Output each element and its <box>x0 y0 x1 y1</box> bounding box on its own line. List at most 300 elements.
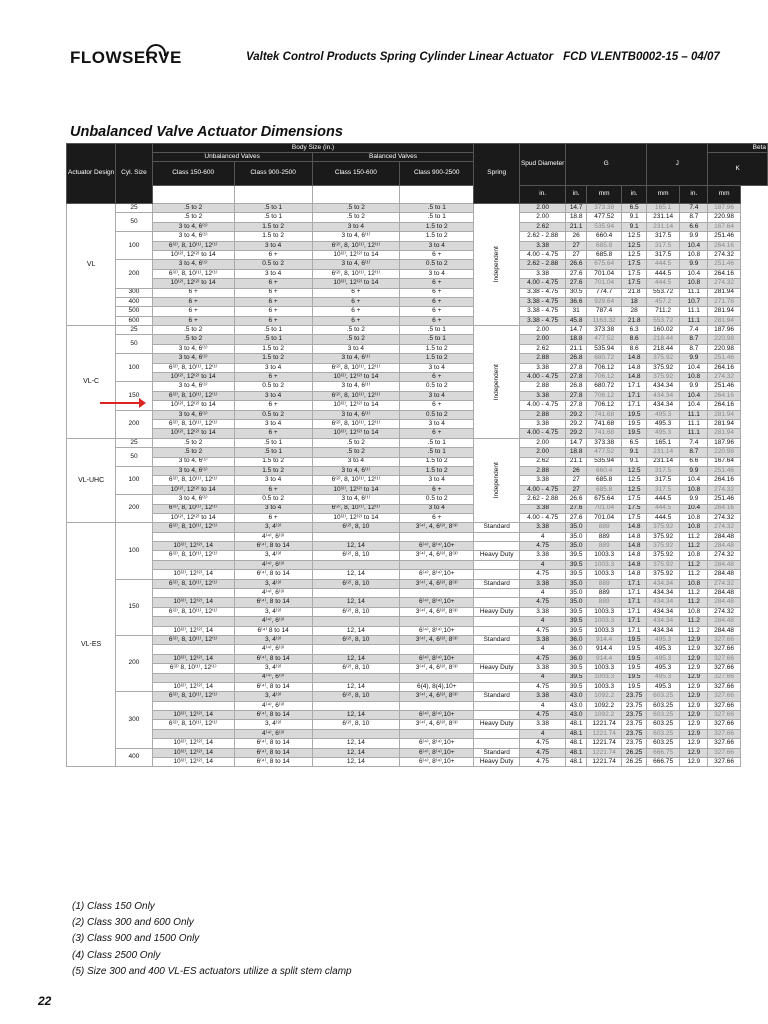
cell-unbal-150-600: 6⁽²⁾, 8, 10⁽¹⁾, 12⁽¹⁾ <box>152 720 234 729</box>
cell-j-in: 19.5 <box>622 429 647 438</box>
cell-g-in: 45.8 <box>566 316 587 325</box>
cell-unbal-150-600: 3 to 4, 6⁽¹⁾ <box>152 466 234 475</box>
cell-unbal-900-2500: 3, 4⁽³⁾ <box>234 692 312 701</box>
cell-j-in: 21.8 <box>622 316 647 325</box>
cell-j-mm: 457.2 <box>646 297 679 306</box>
cell-bal-150-600: 6⁽²⁾, 8, 10 <box>312 607 400 616</box>
cell-j-in: 6.5 <box>622 438 647 447</box>
cell-g-mm: 1092.2 <box>586 711 621 720</box>
table-row <box>67 739 768 748</box>
table-row <box>67 645 768 654</box>
cell-bal-150-600: 12, 14 <box>312 654 400 663</box>
table-row <box>67 204 768 213</box>
cell-k-in: 9.9 <box>680 232 708 241</box>
cell-bal-150-600: 10⁽²⁾, 12⁽²⁾ to 14 <box>312 485 400 494</box>
table-row <box>67 391 768 400</box>
cell-bal-150-600: 3 to 4 <box>312 222 400 231</box>
cell-k-in: 9.9 <box>680 466 708 475</box>
cell-spring-type <box>474 532 520 541</box>
cell-g-mm: 889 <box>586 532 621 541</box>
cell-spud-in: 3.38 <box>519 419 565 428</box>
cell-bal-150-600: 12, 14 <box>312 682 400 691</box>
cell-k-mm: 187.96 <box>708 438 740 447</box>
cell-bal-150-600 <box>312 729 400 738</box>
cell-spring-type: Heavy Duty <box>474 758 520 767</box>
header-body-size: Body Size (in.) <box>152 144 474 153</box>
cell-unbal-900-2500: 6⁽⁴⁾, 8 to 14 <box>234 711 312 720</box>
cell-bal-900-2500: 6 + <box>400 429 474 438</box>
cell-g-in: 48.1 <box>566 748 587 757</box>
cell-unbal-900-2500: 1.5 to 2 <box>234 222 312 231</box>
cell-unbal-900-2500: 4⁽⁴⁾, 6⁽³⁾ <box>234 673 312 682</box>
cell-unbal-150-600: 6 + <box>152 297 234 306</box>
cell-unbal-900-2500: 6 + <box>234 373 312 382</box>
cell-g-mm: 706.12 <box>586 391 621 400</box>
cell-j-mm: 165.1 <box>646 204 679 213</box>
cell-k-mm: 167.64 <box>708 457 740 466</box>
cell-k-in: 10.8 <box>680 607 708 616</box>
cell-spud-in: 3.38 <box>519 269 565 278</box>
cell-k-mm: 251.46 <box>708 260 740 269</box>
table-row <box>67 654 768 663</box>
cell-g-in: 27.6 <box>566 504 587 513</box>
table-row <box>67 410 768 419</box>
cell-bal-900-2500: 0.5 to 2 <box>400 410 474 419</box>
cell-k-in: 11.2 <box>680 626 708 635</box>
cell-bal-150-600: 12, 14 <box>312 739 400 748</box>
cell-spud-in: 2.00 <box>519 438 565 447</box>
table-row <box>67 260 768 269</box>
cell-g-mm: 787.4 <box>586 307 621 316</box>
cell-g-mm: 1003.3 <box>586 607 621 616</box>
cyl-size-cell: 150 <box>116 579 152 635</box>
table-row <box>67 363 768 372</box>
cell-g-mm: 685.8 <box>586 485 621 494</box>
cell-k-mm: 274.32 <box>708 373 740 382</box>
cell-spring-type <box>474 654 520 663</box>
footnote: (5) Size 300 and 400 VL-ES actuators utilize a split stem clamp <box>72 965 352 977</box>
cell-g-in: 27.6 <box>566 279 587 288</box>
cell-unbal-900-2500: 4⁽⁴⁾, 6⁽³⁾ <box>234 589 312 598</box>
cell-bal-900-2500: .5 to 1 <box>400 448 474 457</box>
cell-j-in: 19.5 <box>622 410 647 419</box>
cell-spring-type: Standard <box>474 748 520 757</box>
cell-j-in: 19.5 <box>622 664 647 673</box>
cell-spud-in: 2.00 <box>519 213 565 222</box>
cell-g-mm: 1003.3 <box>586 560 621 569</box>
cell-bal-900-2500: 3 to 4 <box>400 476 474 485</box>
cell-k-mm: 284.48 <box>708 598 740 607</box>
cell-spud-in: 3.38 <box>519 523 565 532</box>
header-spud: Spud Diameter <box>519 144 565 186</box>
header-code: FCD VLENTB0002-15 – 04/07 <box>563 51 720 63</box>
cell-j-in: 17.5 <box>622 495 647 504</box>
cell-k-mm: 281.94 <box>708 316 740 325</box>
cell-j-in: 12.5 <box>622 466 647 475</box>
cell-k-in: 11.1 <box>680 288 708 297</box>
cell-bal-900-2500: 3 to 4 <box>400 241 474 250</box>
cell-bal-900-2500: 6⁽⁴⁾, 8⁽⁴⁾,10+ <box>400 570 474 579</box>
cell-j-mm: 434.34 <box>646 617 679 626</box>
cell-spud-in: 2.62 <box>519 222 565 231</box>
cell-unbal-900-2500: 6⁽⁴⁾, 8 to 14 <box>234 682 312 691</box>
spring-cell <box>474 326 520 439</box>
cell-j-mm: 375.92 <box>646 373 679 382</box>
cell-spud-in: 2.62 <box>519 344 565 353</box>
cell-g-mm: 1221.74 <box>586 720 621 729</box>
cell-bal-150-600: 3 to 4 <box>312 457 400 466</box>
cell-bal-900-2500 <box>400 701 474 710</box>
cell-unbal-900-2500: 1.5 to 2 <box>234 457 312 466</box>
cell-unbal-150-600: 10⁽²⁾, 12⁽²⁾ to 14 <box>152 429 234 438</box>
cell-k-in: 10.4 <box>680 401 708 410</box>
cell-g-mm: 1003.3 <box>586 551 621 560</box>
cell-spud-in: 2.62 - 2.88 <box>519 260 565 269</box>
header-cyl-size: Cyl. Size <box>116 144 152 204</box>
cell-k-in: 10.8 <box>680 485 708 494</box>
cell-k-mm: 251.46 <box>708 382 740 391</box>
cell-spud-in: 3.38 - 4.75 <box>519 288 565 297</box>
cell-g-mm: 535.94 <box>586 457 621 466</box>
cell-j-in: 17.1 <box>622 382 647 391</box>
cell-spud-in: 3.38 <box>519 476 565 485</box>
cell-unbal-150-600: 6⁽²⁾, 8, 10⁽¹⁾, 12⁽¹⁾ <box>152 607 234 616</box>
cell-spud-in: 2.00 <box>519 448 565 457</box>
cell-g-in: 29.2 <box>566 429 587 438</box>
cell-bal-900-2500: 3⁽⁴⁾, 4, 6⁽³⁾, 8⁽³⁾ <box>400 692 474 701</box>
cell-g-mm: 701.04 <box>586 513 621 522</box>
cell-spud-in: 4.00 - 4.75 <box>519 401 565 410</box>
header-unit-mm: mm <box>586 186 621 204</box>
cell-unbal-150-600: 6⁽²⁾, 8, 10⁽¹⁾, 12⁽¹⁾ <box>152 419 234 428</box>
cell-g-mm: 675.64 <box>586 495 621 504</box>
cell-spring-type: Heavy Duty <box>474 664 520 673</box>
cell-j-mm: 375.92 <box>646 560 679 569</box>
table-row <box>67 250 768 259</box>
cell-j-mm: 495.3 <box>646 419 679 428</box>
cell-k-mm: 281.94 <box>708 410 740 419</box>
cell-spring-type: Standard <box>474 523 520 532</box>
cell-bal-900-2500: 3 to 4 <box>400 504 474 513</box>
cell-spud-in: 4 <box>519 729 565 738</box>
cell-unbal-900-2500: 0.5 to 2 <box>234 495 312 504</box>
table-row <box>67 542 768 551</box>
cell-k-mm: 327.66 <box>708 654 740 663</box>
cell-g-in: 39.5 <box>566 570 587 579</box>
cell-j-in: 19.5 <box>622 419 647 428</box>
cyl-size-cell: 200 <box>116 635 152 691</box>
cell-g-mm: 680.72 <box>586 382 621 391</box>
cell-bal-900-2500: .5 to 1 <box>400 326 474 335</box>
cell-k-mm: 220.98 <box>708 213 740 222</box>
cell-unbal-900-2500: 3, 4⁽³⁾ <box>234 551 312 560</box>
cell-j-in: 21.8 <box>622 288 647 297</box>
cell-bal-150-600: 12, 14 <box>312 598 400 607</box>
cell-g-in: 39.5 <box>566 626 587 635</box>
cell-g-mm: 701.04 <box>586 279 621 288</box>
cell-bal-150-600: 3 to 4, 6⁽¹⁾ <box>312 354 400 363</box>
cell-unbal-150-600: 3 to 4, 6⁽¹⁾ <box>152 354 234 363</box>
table-row <box>67 513 768 522</box>
cell-j-mm: 444.5 <box>646 279 679 288</box>
cell-spud-in: 4 <box>519 560 565 569</box>
cell-g-mm: 675.64 <box>586 260 621 269</box>
cell-j-in: 8.6 <box>622 344 647 353</box>
cell-j-mm: 375.92 <box>646 532 679 541</box>
cell-bal-150-600: 6⁽²⁾, 8, 10 <box>312 664 400 673</box>
cell-g-mm: 1003.3 <box>586 664 621 673</box>
cell-g-in: 26 <box>566 232 587 241</box>
cell-unbal-150-600: 3 to 4, 6⁽¹⁾ <box>152 495 234 504</box>
cell-spud-in: 4.75 <box>519 598 565 607</box>
cell-spring-type <box>474 645 520 654</box>
cell-k-in: 12.9 <box>680 682 708 691</box>
cyl-size-cell: 200 <box>116 495 152 523</box>
cell-j-mm: 711.2 <box>646 307 679 316</box>
cell-g-mm: 1221.74 <box>586 758 621 767</box>
cell-unbal-150-600: 10⁽²⁾, 12⁽²⁾ to 14 <box>152 513 234 522</box>
cell-unbal-900-2500: 3 to 4 <box>234 363 312 372</box>
cell-k-mm: 284.48 <box>708 570 740 579</box>
cell-spud-in: 2.62 - 2.88 <box>519 495 565 504</box>
cell-j-in: 23.75 <box>622 711 647 720</box>
cell-k-in: 12.9 <box>680 673 708 682</box>
cell-j-mm: 444.5 <box>646 495 679 504</box>
cell-g-in: 26 <box>566 466 587 475</box>
cell-j-in: 26.25 <box>622 748 647 757</box>
cell-j-in: 17.1 <box>622 401 647 410</box>
cell-bal-150-600 <box>312 645 400 654</box>
cell-bal-900-2500: 3 to 4 <box>400 363 474 372</box>
cell-k-mm: 327.66 <box>708 729 740 738</box>
cell-unbal-150-600: .5 to 2 <box>152 335 234 344</box>
cell-spud-in: 4 <box>519 645 565 654</box>
cell-unbal-150-600: 3 to 4, 6⁽¹⁾ <box>152 457 234 466</box>
cell-k-in: 11.1 <box>680 419 708 428</box>
cell-spud-in: 3.38 <box>519 504 565 513</box>
cell-g-mm: 477.52 <box>586 448 621 457</box>
cell-j-mm: 603.25 <box>646 711 679 720</box>
cell-k-in: 7.4 <box>680 326 708 335</box>
cell-k-mm: 251.46 <box>708 466 740 475</box>
cyl-size-cell: 25 <box>116 438 152 447</box>
cell-g-mm: 889 <box>586 579 621 588</box>
cell-bal-150-600: .5 to 2 <box>312 326 400 335</box>
cell-unbal-900-2500: 6 + <box>234 513 312 522</box>
header-unit-in: in. <box>680 186 708 204</box>
cell-unbal-150-600: 6⁽²⁾, 8, 10⁽¹⁾, 12⁽¹⁾ <box>152 269 234 278</box>
cell-k-mm: 264.16 <box>708 363 740 372</box>
brand-name: FLOWSERVE <box>70 48 182 67</box>
table-row <box>67 344 768 353</box>
cell-k-mm: 274.32 <box>708 250 740 259</box>
cell-j-mm: 434.34 <box>646 607 679 616</box>
cell-bal-900-2500: 1.5 to 2 <box>400 222 474 231</box>
cell-k-mm: 284.48 <box>708 532 740 541</box>
cell-unbal-150-600: 6⁽²⁾, 8, 10⁽¹⁾, 12⁽¹⁾ <box>152 579 234 588</box>
footnote: (4) Class 2500 Only <box>72 949 161 961</box>
table-row <box>67 466 768 475</box>
cell-g-in: 27 <box>566 476 587 485</box>
table-row <box>67 297 768 306</box>
cell-spud-in: 4.75 <box>519 748 565 757</box>
spring-cell <box>474 204 520 326</box>
cell-unbal-150-600: 6⁽²⁾, 8, 10⁽¹⁾, 12⁽¹⁾ <box>152 635 234 644</box>
cell-unbal-150-600: 6 + <box>152 288 234 297</box>
cell-bal-150-600: 6⁽²⁾, 8, 10⁽¹⁾, 12⁽¹⁾ <box>312 269 400 278</box>
table-row <box>67 495 768 504</box>
cell-unbal-900-2500: .5 to 1 <box>234 448 312 457</box>
cell-k-mm: 281.94 <box>708 419 740 428</box>
cell-unbal-900-2500: 6 + <box>234 297 312 306</box>
cell-k-in: 11.2 <box>680 598 708 607</box>
cell-j-mm: 434.34 <box>646 598 679 607</box>
cell-k-in: 12.9 <box>680 635 708 644</box>
cell-unbal-900-2500: 6 + <box>234 288 312 297</box>
cell-k-mm: 220.98 <box>708 448 740 457</box>
cell-k-in: 11.2 <box>680 532 708 541</box>
cell-g-in: 43.0 <box>566 711 587 720</box>
cell-j-mm: 231.14 <box>646 213 679 222</box>
header-spring: Spring <box>474 144 520 204</box>
cell-bal-150-600: 12, 14 <box>312 626 400 635</box>
cell-spud-in: 2.88 <box>519 382 565 391</box>
cell-k-in: 11.2 <box>680 617 708 626</box>
cell-spring-type <box>474 701 520 710</box>
cell-k-in: 12.9 <box>680 645 708 654</box>
cell-j-mm: 495.3 <box>646 645 679 654</box>
cell-g-in: 18.8 <box>566 213 587 222</box>
cell-unbal-900-2500: 6⁽⁴⁾, 8 to 14 <box>234 654 312 663</box>
cell-g-in: 27 <box>566 250 587 259</box>
cell-spud-in: 3.38 <box>519 551 565 560</box>
cyl-size-cell: 100 <box>116 232 152 260</box>
header-unit-mm: mm <box>646 186 679 204</box>
cell-spud-in: 3.38 - 4.75 <box>519 297 565 306</box>
cell-k-mm: 274.32 <box>708 579 740 588</box>
cell-bal-150-600: 12, 14 <box>312 748 400 757</box>
cyl-size-cell: 100 <box>116 354 152 382</box>
cell-g-in: 39.5 <box>566 664 587 673</box>
cell-spud-in: 3.38 <box>519 692 565 701</box>
cell-spud-in: 3.38 <box>519 664 565 673</box>
cell-bal-900-2500: 6 + <box>400 279 474 288</box>
cell-unbal-900-2500: 1.5 to 2 <box>234 354 312 363</box>
cell-k-in: 6.6 <box>680 222 708 231</box>
cell-j-mm: 666.75 <box>646 758 679 767</box>
header-j: J <box>646 144 707 186</box>
cell-unbal-900-2500: 3, 4⁽³⁾ <box>234 607 312 616</box>
cell-g-in: 35.0 <box>566 579 587 588</box>
cell-g-in: 36.0 <box>566 645 587 654</box>
cell-unbal-900-2500: .5 to 1 <box>234 326 312 335</box>
cell-g-mm: 889 <box>586 598 621 607</box>
cell-unbal-900-2500: .5 to 1 <box>234 438 312 447</box>
table-row <box>67 607 768 616</box>
cell-g-mm: 535.94 <box>586 222 621 231</box>
cell-j-mm: 666.75 <box>646 748 679 757</box>
cell-k-in: 12.9 <box>680 692 708 701</box>
cell-k-mm: 274.32 <box>708 485 740 494</box>
cell-g-in: 36.0 <box>566 654 587 663</box>
cell-g-in: 21.1 <box>566 222 587 231</box>
cell-unbal-150-600 <box>152 729 234 738</box>
cell-bal-150-600: 12, 14 <box>312 542 400 551</box>
cell-g-mm: 741.68 <box>586 429 621 438</box>
cell-bal-150-600: 12, 14 <box>312 570 400 579</box>
spring-cell <box>474 438 520 523</box>
table-row <box>67 692 768 701</box>
cell-unbal-150-600: 10⁽²⁾, 12⁽²⁾, 14 <box>152 739 234 748</box>
cell-j-in: 17.5 <box>622 504 647 513</box>
cell-j-in: 14.8 <box>622 532 647 541</box>
table-row <box>67 523 768 532</box>
cell-g-mm: 680.72 <box>586 354 621 363</box>
cell-k-mm: 281.94 <box>708 307 740 316</box>
cyl-size-cell: 200 <box>116 260 152 288</box>
cell-spring-type <box>474 682 520 691</box>
cell-bal-900-2500 <box>400 617 474 626</box>
cell-spring-type: Standard <box>474 692 520 701</box>
cell-bal-900-2500: 6 + <box>400 307 474 316</box>
cell-spud-in: 3.38 <box>519 579 565 588</box>
cell-unbal-900-2500: 3, 4⁽³⁾ <box>234 579 312 588</box>
cell-bal-150-600: 6 + <box>312 316 400 325</box>
cell-j-mm: 317.5 <box>646 250 679 259</box>
cell-k-in: 10.4 <box>680 391 708 400</box>
cell-k-mm: 264.16 <box>708 476 740 485</box>
actuator-design-cell: VL-ES <box>67 523 116 767</box>
cell-unbal-150-600 <box>152 701 234 710</box>
cell-j-mm: 375.92 <box>646 523 679 532</box>
cell-bal-150-600: 12, 14 <box>312 711 400 720</box>
cell-g-in: 27.8 <box>566 373 587 382</box>
cell-j-in: 12.5 <box>622 241 647 250</box>
cell-g-mm: 1003.3 <box>586 570 621 579</box>
table-row <box>67 504 768 513</box>
cell-g-mm: 1092.2 <box>586 701 621 710</box>
table-row <box>67 382 768 391</box>
cell-j-mm: 495.3 <box>646 654 679 663</box>
table-row <box>67 682 768 691</box>
cell-j-mm: 434.34 <box>646 382 679 391</box>
cyl-size-cell: 150 <box>116 382 152 410</box>
table-row <box>67 598 768 607</box>
cell-g-in: 18.8 <box>566 448 587 457</box>
cell-unbal-150-600: 3 to 4, 6⁽¹⁾ <box>152 344 234 353</box>
cell-bal-150-600: 6⁽²⁾, 8, 10⁽¹⁾, 12⁽¹⁾ <box>312 391 400 400</box>
cell-unbal-150-600: .5 to 2 <box>152 204 234 213</box>
actuator-design-cell: VL <box>67 204 116 326</box>
cell-spring-type <box>474 560 520 569</box>
cell-bal-900-2500: 6⁽⁴⁾, 8⁽⁴⁾,10+ <box>400 758 474 767</box>
cell-bal-900-2500: .5 to 1 <box>400 204 474 213</box>
cell-k-mm: 327.66 <box>708 635 740 644</box>
cell-j-in: 14.8 <box>622 542 647 551</box>
cell-k-mm: 264.16 <box>708 269 740 278</box>
cell-j-in: 9.1 <box>622 448 647 457</box>
cell-bal-150-600: .5 to 2 <box>312 448 400 457</box>
cell-k-in: 7.4 <box>680 204 708 213</box>
cell-k-mm: 274.32 <box>708 279 740 288</box>
cell-bal-900-2500: 3⁽⁴⁾, 4, 6⁽³⁾, 8⁽³⁾ <box>400 551 474 560</box>
cell-k-mm: 327.66 <box>708 758 740 767</box>
cell-j-in: 17.1 <box>622 617 647 626</box>
cell-g-in: 29.2 <box>566 410 587 419</box>
cell-bal-150-600: 6⁽²⁾, 8, 10 <box>312 720 400 729</box>
cell-unbal-150-600: .5 to 2 <box>152 448 234 457</box>
table-row <box>67 419 768 428</box>
